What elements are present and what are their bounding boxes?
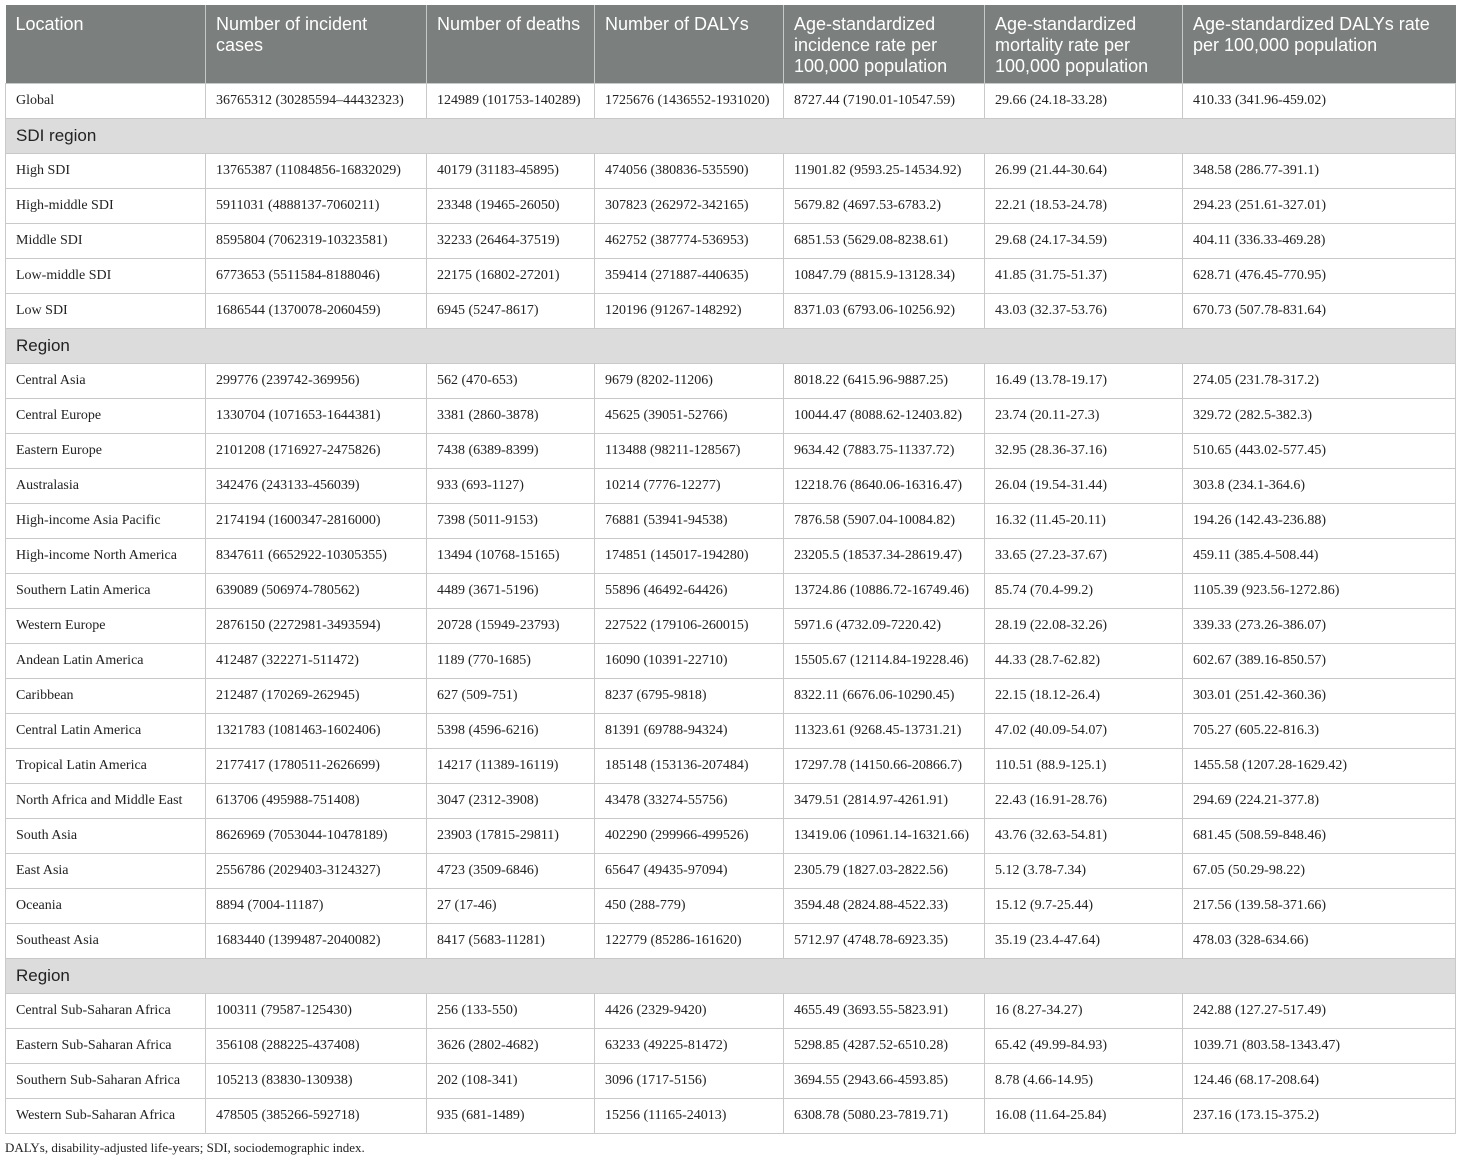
cell-incident-cases: 105213 (83830-130938): [206, 1064, 427, 1099]
cell-dalys-rate: 237.16 (173.15-375.2): [1183, 1099, 1456, 1134]
cell-incident-cases: 1321783 (1081463-1602406): [206, 714, 427, 749]
cell-mortality-rate: 41.85 (31.75-51.37): [985, 259, 1183, 294]
cell-dalys-rate: 348.58 (286.77-391.1): [1183, 154, 1456, 189]
cell-incidence-rate: 17297.78 (14150.66-20866.7): [784, 749, 985, 784]
cell-mortality-rate: 26.99 (21.44-30.64): [985, 154, 1183, 189]
cell-dalys-rate: 329.72 (282.5-382.3): [1183, 399, 1456, 434]
cell-location: Central Sub-Saharan Africa: [6, 994, 206, 1029]
cell-deaths: 23348 (19465-26050): [427, 189, 595, 224]
table-row: [6, 574, 1456, 609]
cell-incident-cases: 13765387 (11084856-16832029): [206, 154, 427, 189]
cell-deaths: 1189 (770-1685): [427, 644, 595, 679]
cell-dalys: 402290 (299966-499526): [595, 819, 784, 854]
table-row: [6, 714, 1456, 749]
column-header-location: Location: [6, 5, 206, 84]
cell-incidence-rate: 5712.97 (4748.78-6923.35): [784, 924, 985, 959]
cell-dalys-rate: 478.03 (328-634.66): [1183, 924, 1456, 959]
cell-deaths: 933 (693-1127): [427, 469, 595, 504]
cell-dalys: 65647 (49435-97094): [595, 854, 784, 889]
cell-location: Southeast Asia: [6, 924, 206, 959]
cell-incident-cases: 613706 (495988-751408): [206, 784, 427, 819]
cell-deaths: 14217 (11389-16119): [427, 749, 595, 784]
table-row: [6, 924, 1456, 959]
cell-incidence-rate: 3479.51 (2814.97-4261.91): [784, 784, 985, 819]
cell-incidence-rate: 23205.5 (18537.34-28619.47): [784, 539, 985, 574]
table-row: [6, 994, 1456, 1029]
cell-dalys-rate: 294.69 (224.21-377.8): [1183, 784, 1456, 819]
cell-incidence-rate: 6851.53 (5629.08-8238.61): [784, 224, 985, 259]
cell-dalys: 227522 (179106-260015): [595, 609, 784, 644]
cell-incident-cases: 2876150 (2272981-3493594): [206, 609, 427, 644]
cell-incident-cases: 478505 (385266-592718): [206, 1099, 427, 1134]
cell-incident-cases: 212487 (170269-262945): [206, 679, 427, 714]
cell-incident-cases: 8626969 (7053044-10478189): [206, 819, 427, 854]
cell-incidence-rate: 5298.85 (4287.52-6510.28): [784, 1029, 985, 1064]
cell-incident-cases: 2177417 (1780511-2626699): [206, 749, 427, 784]
cell-dalys-rate: 510.65 (443.02-577.45): [1183, 434, 1456, 469]
cell-mortality-rate: 28.19 (22.08-32.26): [985, 609, 1183, 644]
cell-incidence-rate: 4655.49 (3693.55-5823.91): [784, 994, 985, 1029]
table-row: [6, 189, 1456, 224]
cell-incident-cases: 8347611 (6652922-10305355): [206, 539, 427, 574]
cell-dalys-rate: 303.8 (234.1-364.6): [1183, 469, 1456, 504]
cell-mortality-rate: 43.76 (32.63-54.81): [985, 819, 1183, 854]
cell-location: Andean Latin America: [6, 644, 206, 679]
cell-deaths: 124989 (101753-140289): [427, 84, 595, 119]
cell-incidence-rate: 6308.78 (5080.23-7819.71): [784, 1099, 985, 1134]
cell-deaths: 935 (681-1489): [427, 1099, 595, 1134]
cell-incident-cases: 8595804 (7062319-10323581): [206, 224, 427, 259]
cell-mortality-rate: 32.95 (28.36-37.16): [985, 434, 1183, 469]
cell-deaths: 8417 (5683-11281): [427, 924, 595, 959]
column-header-deaths: Number of deaths: [427, 5, 595, 84]
cell-mortality-rate: 5.12 (3.78-7.34): [985, 854, 1183, 889]
cell-deaths: 4489 (3671-5196): [427, 574, 595, 609]
table-row: [6, 539, 1456, 574]
cell-mortality-rate: 22.21 (18.53-24.78): [985, 189, 1183, 224]
cell-dalys-rate: 274.05 (231.78-317.2): [1183, 364, 1456, 399]
cell-deaths: 202 (108-341): [427, 1064, 595, 1099]
table-row: [6, 1099, 1456, 1134]
cell-deaths: 3381 (2860-3878): [427, 399, 595, 434]
cell-location: Low SDI: [6, 294, 206, 329]
cell-incident-cases: 36765312 (30285594–44432323): [206, 84, 427, 119]
cell-dalys-rate: 124.46 (68.17-208.64): [1183, 1064, 1456, 1099]
cell-deaths: 22175 (16802-27201): [427, 259, 595, 294]
cell-incidence-rate: 3594.48 (2824.88-4522.33): [784, 889, 985, 924]
cell-dalys: 43478 (33274-55756): [595, 784, 784, 819]
cell-dalys-rate: 303.01 (251.42-360.36): [1183, 679, 1456, 714]
cell-dalys: 185148 (153136-207484): [595, 749, 784, 784]
table-row: [6, 434, 1456, 469]
table-row: [6, 259, 1456, 294]
table-row: [6, 364, 1456, 399]
cell-location: High-middle SDI: [6, 189, 206, 224]
cell-dalys: 45625 (39051-52766): [595, 399, 784, 434]
cell-dalys-rate: 681.45 (508.59-848.46): [1183, 819, 1456, 854]
cell-deaths: 3047 (2312-3908): [427, 784, 595, 819]
cell-deaths: 3626 (2802-4682): [427, 1029, 595, 1064]
data-table: [5, 5, 1456, 1134]
cell-dalys: 76881 (53941-94538): [595, 504, 784, 539]
cell-dalys-rate: 1039.71 (803.58-1343.47): [1183, 1029, 1456, 1064]
column-header-dalys-rate: Age-standardized DALYs rate per 100,000 population: [1183, 5, 1456, 84]
cell-dalys: 174851 (145017-194280): [595, 539, 784, 574]
cell-incident-cases: 299776 (239742-369956): [206, 364, 427, 399]
cell-incidence-rate: 8371.03 (6793.06-10256.92): [784, 294, 985, 329]
cell-deaths: 627 (509-751): [427, 679, 595, 714]
cell-incidence-rate: 7876.58 (5907.04-10084.82): [784, 504, 985, 539]
cell-location: Oceania: [6, 889, 206, 924]
cell-dalys: 81391 (69788-94324): [595, 714, 784, 749]
table-row: [6, 609, 1456, 644]
cell-deaths: 40179 (31183-45895): [427, 154, 595, 189]
cell-dalys: 120196 (91267-148292): [595, 294, 784, 329]
cell-mortality-rate: 29.66 (24.18-33.28): [985, 84, 1183, 119]
cell-mortality-rate: 16.08 (11.64-25.84): [985, 1099, 1183, 1134]
cell-incident-cases: 342476 (243133-456039): [206, 469, 427, 504]
table-row: [6, 644, 1456, 679]
cell-mortality-rate: 22.15 (18.12-26.4): [985, 679, 1183, 714]
cell-incident-cases: 8894 (7004-11187): [206, 889, 427, 924]
cell-mortality-rate: 26.04 (19.54-31.44): [985, 469, 1183, 504]
column-header-dalys: Number of DALYs: [595, 5, 784, 84]
cell-incidence-rate: 11323.61 (9268.45-13731.21): [784, 714, 985, 749]
cell-location: Eastern Sub-Saharan Africa: [6, 1029, 206, 1064]
cell-location: Southern Sub-Saharan Africa: [6, 1064, 206, 1099]
section-label: Region: [6, 959, 1456, 994]
cell-dalys-rate: 242.88 (127.27-517.49): [1183, 994, 1456, 1029]
table-row: [6, 749, 1456, 784]
cell-incident-cases: 639089 (506974-780562): [206, 574, 427, 609]
cell-deaths: 6945 (5247-8617): [427, 294, 595, 329]
table-header: [6, 5, 1456, 84]
cell-dalys-rate: 628.71 (476.45-770.95): [1183, 259, 1456, 294]
cell-dalys: 450 (288-779): [595, 889, 784, 924]
cell-mortality-rate: 65.42 (49.99-84.93): [985, 1029, 1183, 1064]
cell-incident-cases: 2556786 (2029403-3124327): [206, 854, 427, 889]
cell-dalys: 63233 (49225-81472): [595, 1029, 784, 1064]
cell-incidence-rate: 2305.79 (1827.03-2822.56): [784, 854, 985, 889]
cell-dalys-rate: 1455.58 (1207.28-1629.42): [1183, 749, 1456, 784]
cell-dalys: 16090 (10391-22710): [595, 644, 784, 679]
cell-incidence-rate: 5971.6 (4732.09-7220.42): [784, 609, 985, 644]
cell-deaths: 562 (470-653): [427, 364, 595, 399]
cell-location: High-income Asia Pacific: [6, 504, 206, 539]
cell-dalys-rate: 404.11 (336.33-469.28): [1183, 224, 1456, 259]
column-header-mortality-rate: Age-standardized mortality rate per 100,000 population: [985, 5, 1183, 84]
cell-location: Global: [6, 84, 206, 119]
cell-incident-cases: 412487 (322271-511472): [206, 644, 427, 679]
cell-incidence-rate: 15505.67 (12114.84-19228.46): [784, 644, 985, 679]
cell-dalys: 307823 (262972-342165): [595, 189, 784, 224]
cell-location: Southern Latin America: [6, 574, 206, 609]
table-row: [6, 819, 1456, 854]
table-row: [6, 294, 1456, 329]
cell-dalys-rate: 670.73 (507.78-831.64): [1183, 294, 1456, 329]
cell-mortality-rate: 16.32 (11.45-20.11): [985, 504, 1183, 539]
cell-dalys-rate: 194.26 (142.43-236.88): [1183, 504, 1456, 539]
table-body: [6, 84, 1456, 1134]
cell-mortality-rate: 29.68 (24.17-34.59): [985, 224, 1183, 259]
cell-location: Western Europe: [6, 609, 206, 644]
cell-incident-cases: 6773653 (5511584-8188046): [206, 259, 427, 294]
cell-deaths: 32233 (26464-37519): [427, 224, 595, 259]
cell-dalys-rate: 705.27 (605.22-816.3): [1183, 714, 1456, 749]
cell-mortality-rate: 44.33 (28.7-62.82): [985, 644, 1183, 679]
cell-dalys: 122779 (85286-161620): [595, 924, 784, 959]
cell-incidence-rate: 13419.06 (10961.14-16321.66): [784, 819, 985, 854]
table-row: [6, 889, 1456, 924]
cell-location: Middle SDI: [6, 224, 206, 259]
cell-dalys-rate: 339.33 (273.26-386.07): [1183, 609, 1456, 644]
cell-incident-cases: 5911031 (4888137-7060211): [206, 189, 427, 224]
cell-location: East Asia: [6, 854, 206, 889]
cell-mortality-rate: 22.43 (16.91-28.76): [985, 784, 1183, 819]
table-row: [6, 224, 1456, 259]
cell-mortality-rate: 43.03 (32.37-53.76): [985, 294, 1183, 329]
cell-incident-cases: 1330704 (1071653-1644381): [206, 399, 427, 434]
cell-dalys-rate: 67.05 (50.29-98.22): [1183, 854, 1456, 889]
table-row: [6, 854, 1456, 889]
cell-deaths: 23903 (17815-29811): [427, 819, 595, 854]
cell-incidence-rate: 12218.76 (8640.06-16316.47): [784, 469, 985, 504]
cell-deaths: 7438 (6389-8399): [427, 434, 595, 469]
cell-location: Australasia: [6, 469, 206, 504]
cell-dalys-rate: 410.33 (341.96-459.02): [1183, 84, 1456, 119]
cell-mortality-rate: 110.51 (88.9-125.1): [985, 749, 1183, 784]
cell-incidence-rate: 8322.11 (6676.06-10290.45): [784, 679, 985, 714]
table-row: [6, 399, 1456, 434]
cell-mortality-rate: 47.02 (40.09-54.07): [985, 714, 1183, 749]
cell-incident-cases: 2174194 (1600347-2816000): [206, 504, 427, 539]
cell-location: High-income North America: [6, 539, 206, 574]
cell-deaths: 256 (133-550): [427, 994, 595, 1029]
cell-dalys: 113488 (98211-128567): [595, 434, 784, 469]
cell-mortality-rate: 16 (8.27-34.27): [985, 994, 1183, 1029]
cell-dalys: 1725676 (1436552-1931020): [595, 84, 784, 119]
cell-mortality-rate: 23.74 (20.11-27.3): [985, 399, 1183, 434]
cell-mortality-rate: 33.65 (27.23-37.67): [985, 539, 1183, 574]
cell-location: Low-middle SDI: [6, 259, 206, 294]
header-row: [6, 5, 1456, 84]
cell-dalys: 15256 (11165-24013): [595, 1099, 784, 1134]
cell-location: Central Europe: [6, 399, 206, 434]
column-header-incident-cases: Number of incident cases: [206, 5, 427, 84]
table-row: [6, 504, 1456, 539]
cell-mortality-rate: 16.49 (13.78-19.17): [985, 364, 1183, 399]
cell-dalys-rate: 217.56 (139.58-371.66): [1183, 889, 1456, 924]
cell-deaths: 13494 (10768-15165): [427, 539, 595, 574]
cell-location: Western Sub-Saharan Africa: [6, 1099, 206, 1134]
cell-incidence-rate: 9634.42 (7883.75-11337.72): [784, 434, 985, 469]
table-row: [6, 784, 1456, 819]
section-label: Region: [6, 329, 1456, 364]
table-footnote: DALYs, disability-adjusted life-years; SDI, sociodemographic index.: [5, 1140, 365, 1155]
cell-incident-cases: 1686544 (1370078-2060459): [206, 294, 427, 329]
cell-incident-cases: 1683440 (1399487-2040082): [206, 924, 427, 959]
cell-dalys: 462752 (387774-536953): [595, 224, 784, 259]
table-row: [6, 1064, 1456, 1099]
table-row: [6, 1029, 1456, 1064]
cell-mortality-rate: 8.78 (4.66-14.95): [985, 1064, 1183, 1099]
cell-location: Central Asia: [6, 364, 206, 399]
cell-incidence-rate: 11901.82 (9593.25-14534.92): [784, 154, 985, 189]
table-row: [6, 679, 1456, 714]
cell-deaths: 27 (17-46): [427, 889, 595, 924]
table-row: [6, 154, 1456, 189]
cell-dalys-rate: 459.11 (385.4-508.44): [1183, 539, 1456, 574]
cell-dalys: 55896 (46492-64426): [595, 574, 784, 609]
cell-incidence-rate: 5679.82 (4697.53-6783.2): [784, 189, 985, 224]
cell-location: Caribbean: [6, 679, 206, 714]
section-row: [6, 119, 1456, 154]
cell-incident-cases: 100311 (79587-125430): [206, 994, 427, 1029]
cell-mortality-rate: 15.12 (9.7-25.44): [985, 889, 1183, 924]
section-row: [6, 959, 1456, 994]
cell-dalys: 10214 (7776-12277): [595, 469, 784, 504]
cell-incident-cases: 2101208 (1716927-2475826): [206, 434, 427, 469]
cell-mortality-rate: 85.74 (70.4-99.2): [985, 574, 1183, 609]
cell-incidence-rate: 3694.55 (2943.66-4593.85): [784, 1064, 985, 1099]
section-row: [6, 329, 1456, 364]
section-label: SDI region: [6, 119, 1456, 154]
cell-location: South Asia: [6, 819, 206, 854]
cell-dalys-rate: 1105.39 (923.56-1272.86): [1183, 574, 1456, 609]
cell-dalys: 8237 (6795-9818): [595, 679, 784, 714]
cell-incidence-rate: 13724.86 (10886.72-16749.46): [784, 574, 985, 609]
table-row: [6, 84, 1456, 119]
cell-incident-cases: 356108 (288225-437408): [206, 1029, 427, 1064]
cell-deaths: 4723 (3509-6846): [427, 854, 595, 889]
column-header-incidence-rate: Age-standardized incidence rate per 100,000 population: [784, 5, 985, 84]
cell-incidence-rate: 10044.47 (8088.62-12403.82): [784, 399, 985, 434]
cell-mortality-rate: 35.19 (23.4-47.64): [985, 924, 1183, 959]
cell-incidence-rate: 8018.22 (6415.96-9887.25): [784, 364, 985, 399]
cell-incidence-rate: 10847.79 (8815.9-13128.34): [784, 259, 985, 294]
cell-deaths: 20728 (15949-23793): [427, 609, 595, 644]
cell-location: North Africa and Middle East: [6, 784, 206, 819]
table-row: [6, 469, 1456, 504]
cell-dalys-rate: 294.23 (251.61-327.01): [1183, 189, 1456, 224]
cell-dalys-rate: 602.67 (389.16-850.57): [1183, 644, 1456, 679]
cell-location: Tropical Latin America: [6, 749, 206, 784]
cell-dalys: 4426 (2329-9420): [595, 994, 784, 1029]
cell-location: High SDI: [6, 154, 206, 189]
cell-dalys: 3096 (1717-5156): [595, 1064, 784, 1099]
cell-dalys: 9679 (8202-11206): [595, 364, 784, 399]
cell-location: Central Latin America: [6, 714, 206, 749]
cell-dalys: 474056 (380836-535590): [595, 154, 784, 189]
cell-deaths: 7398 (5011-9153): [427, 504, 595, 539]
cell-location: Eastern Europe: [6, 434, 206, 469]
cell-incidence-rate: 8727.44 (7190.01-10547.59): [784, 84, 985, 119]
cell-deaths: 5398 (4596-6216): [427, 714, 595, 749]
cell-dalys: 359414 (271887-440635): [595, 259, 784, 294]
